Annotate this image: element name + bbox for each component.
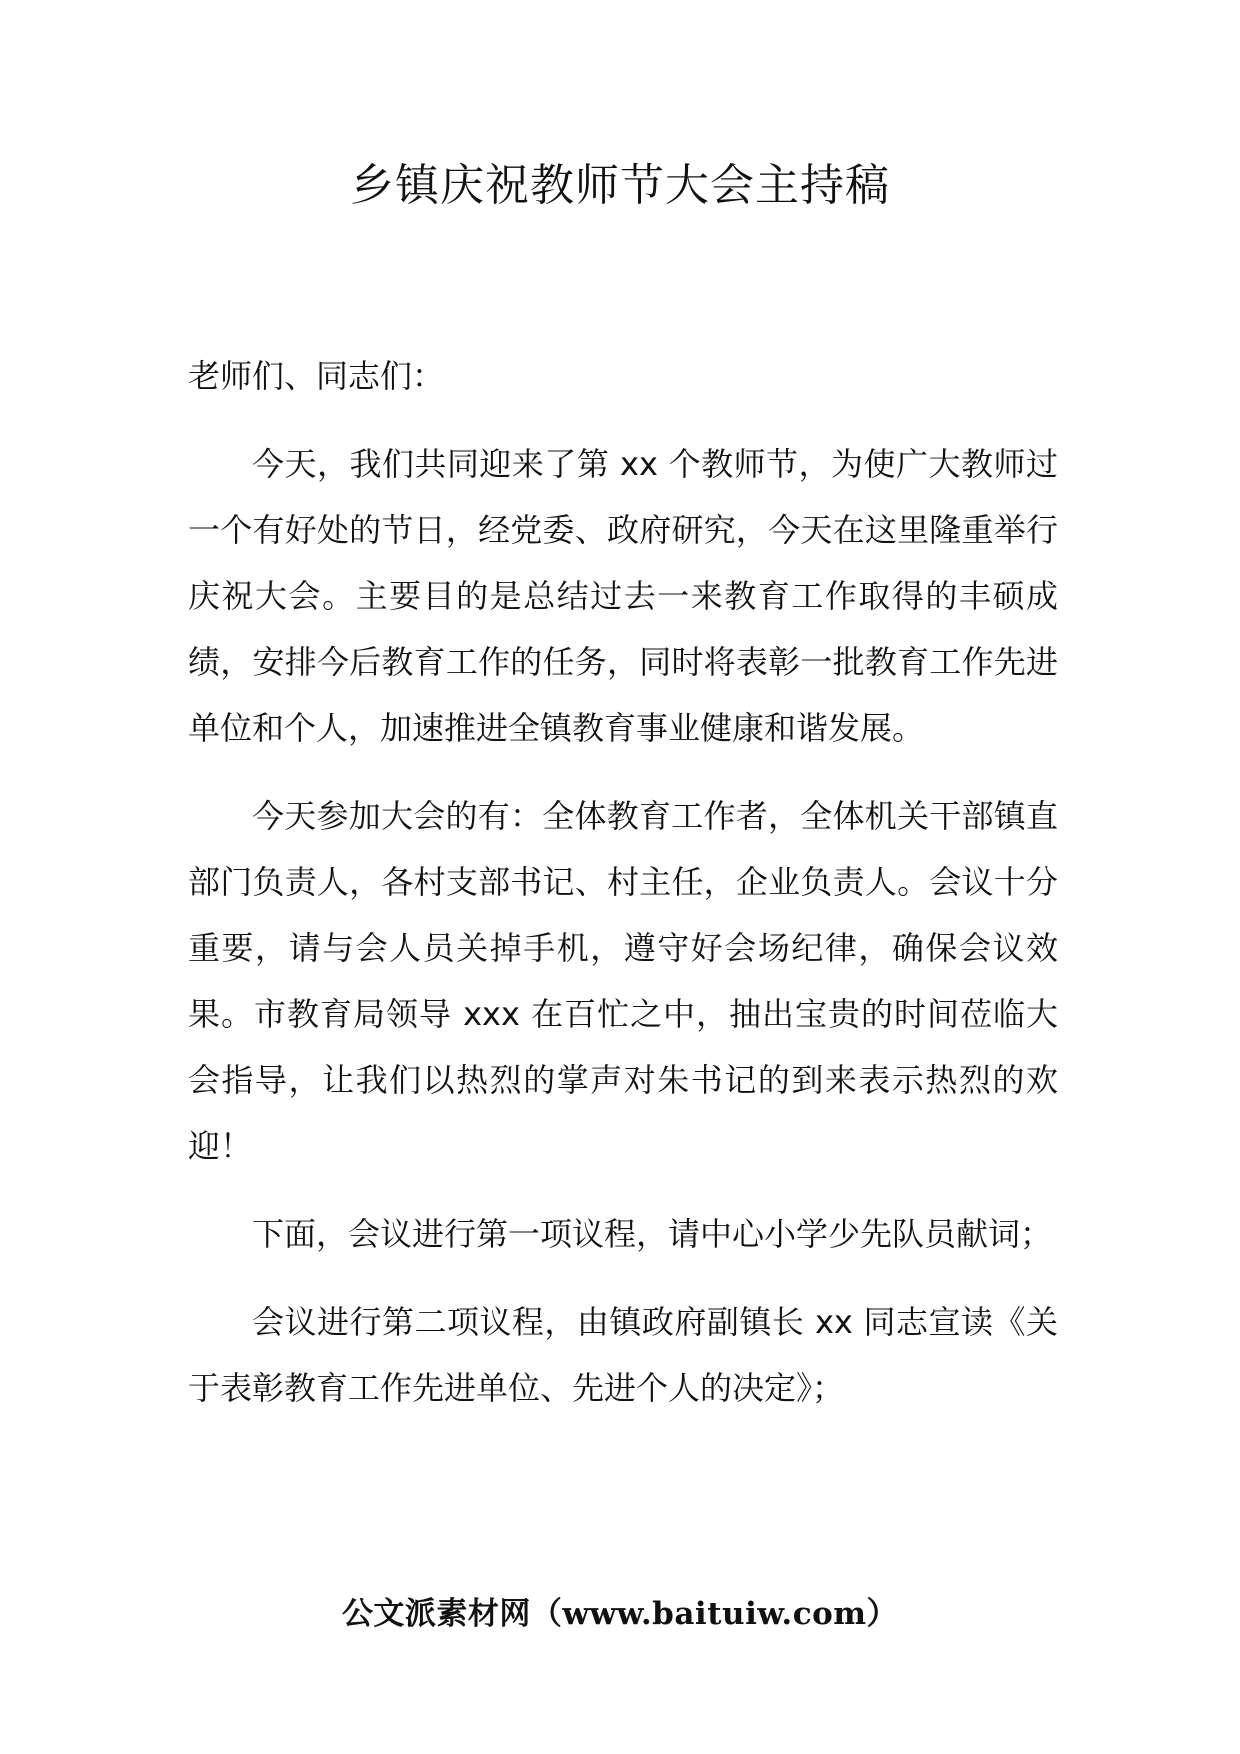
document-body — [188, 343, 1058, 1443]
paragraph-opening: 今天，我们共同迎来了第 xx 个教师节，为使广大教师过一个有好处的节日，经党委、政府研究，今天在这里隆重举行庆祝大会。主要目的是总结过去一来教育工作取得的丰硕成绩，安排今后教育工作的任务，同时将表彰一批教育工作先进单位和个人，加速推进全镇教育事业健康和谐发展。 — [188, 445, 1058, 747]
document-title: 乡镇庆祝教师节大会主持稿 — [350, 160, 890, 211]
salutation: 老师们、同志们： — [188, 357, 445, 395]
paragraph-agenda-item-2: 会议进行第二项议程，由镇政府副镇长 xx 同志宣读《关于表彰教育工作先进单位、先进个人的决定》； — [188, 1303, 1058, 1407]
paragraph-attendees: 今天参加大会的有：全体教育工作者，全体机关干部镇直部门负责人，各村支部书记、村主任，企业负责人。会议十分重要，请与会人员关掉手机，遵守好会场纪律，确保会议效果。市教育局领导 xxx 在百忙之中，抽出宝贵的时间莅临大会指导，让我们以热烈的掌声对朱书记的到来表示热烈的欢迎！ — [188, 797, 1058, 1165]
paragraph-agenda-item-1: 下面，会议进行第一项议程，请中心小学少先队员献词； — [252, 1215, 1053, 1253]
footer-watermark: 公文派素材网（www.baituiw.com） — [341, 1596, 899, 1632]
